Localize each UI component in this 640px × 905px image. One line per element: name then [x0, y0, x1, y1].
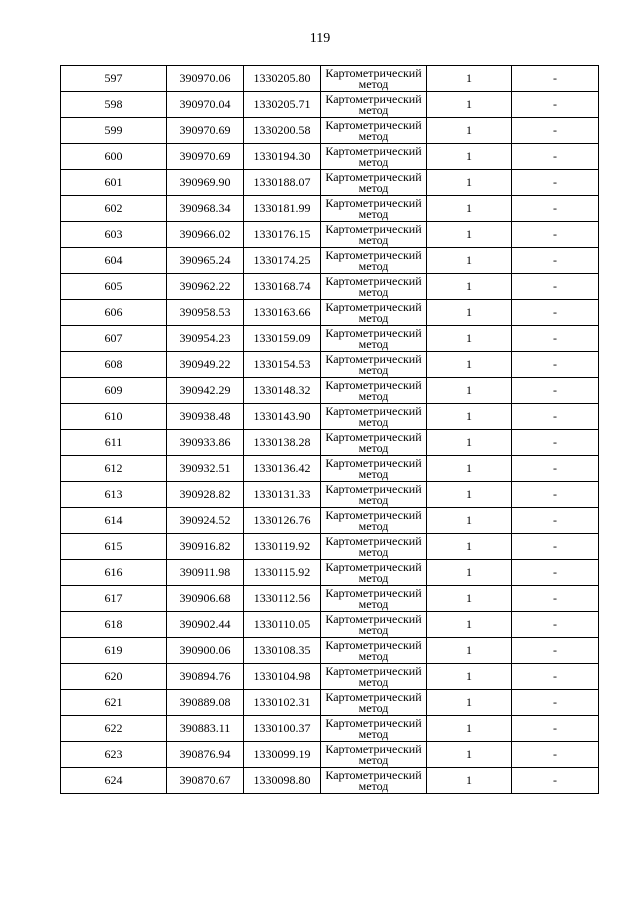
method-text: метод — [358, 544, 389, 559]
method-text: Картометрический — [325, 325, 422, 340]
table-row — [61, 742, 599, 768]
method-text: Картометрический — [325, 221, 422, 236]
y-coordinate-cell: 1330205.71 — [244, 92, 321, 118]
y-coordinate-cell: 1330148.32 — [244, 378, 321, 404]
table-row — [61, 326, 599, 352]
method-text: метод — [358, 154, 389, 169]
table-row — [61, 92, 599, 118]
method-text: метод — [358, 102, 389, 117]
method-text: Картометрический — [325, 741, 422, 756]
method-cell — [321, 716, 427, 742]
method-text: метод — [358, 466, 389, 481]
dash-cell: - — [512, 92, 599, 118]
method-cell — [321, 586, 427, 612]
y-coordinate-cell: 1330159.09 — [244, 326, 321, 352]
method-text: метод — [358, 206, 389, 221]
table-row — [61, 612, 599, 638]
table-row — [61, 170, 599, 196]
y-coordinate-cell: 1330138.28 — [244, 430, 321, 456]
point-number-cell: 604 — [61, 248, 167, 274]
point-number-cell: 615 — [61, 534, 167, 560]
point-number-cell: 603 — [61, 222, 167, 248]
method-cell — [321, 170, 427, 196]
method-text: Картометрический — [325, 767, 422, 782]
dash-cell: - — [512, 638, 599, 664]
point-number-cell: 620 — [61, 664, 167, 690]
x-coordinate-cell: 390889.08 — [167, 690, 244, 716]
page-number: 119 — [309, 31, 331, 46]
value-cell: 1 — [427, 638, 512, 664]
method-cell — [321, 196, 427, 222]
dash-cell: - — [512, 352, 599, 378]
y-coordinate-cell: 1330126.76 — [244, 508, 321, 534]
method-text: метод — [358, 128, 389, 143]
method-cell — [321, 326, 427, 352]
y-coordinate-cell: 1330154.53 — [244, 352, 321, 378]
y-coordinate-cell: 1330136.42 — [244, 456, 321, 482]
table-row — [61, 508, 599, 534]
point-number-cell: 599 — [61, 118, 167, 144]
method-text: Картометрический — [325, 273, 422, 288]
dash-cell: - — [512, 274, 599, 300]
dash-cell: - — [512, 612, 599, 638]
method-text: Картометрический — [325, 481, 422, 496]
method-text: метод — [358, 752, 389, 767]
table-row — [61, 430, 599, 456]
method-text: Картометрический — [325, 403, 422, 418]
value-cell: 1 — [427, 534, 512, 560]
method-cell — [321, 638, 427, 664]
method-text: Картометрический — [325, 429, 422, 444]
y-coordinate-cell: 1330174.25 — [244, 248, 321, 274]
y-coordinate-cell: 1330131.33 — [244, 482, 321, 508]
dash-cell: - — [512, 768, 599, 794]
value-cell: 1 — [427, 482, 512, 508]
x-coordinate-cell: 390924.52 — [167, 508, 244, 534]
table-row — [61, 378, 599, 404]
y-coordinate-cell: 1330200.58 — [244, 118, 321, 144]
dash-cell: - — [512, 534, 599, 560]
y-coordinate-cell: 1330110.05 — [244, 612, 321, 638]
dash-cell: - — [512, 196, 599, 222]
method-text: Картометрический — [325, 507, 422, 522]
method-text: метод — [358, 76, 389, 91]
method-text: метод — [358, 440, 389, 455]
method-text: метод — [358, 570, 389, 585]
method-text: метод — [358, 674, 389, 689]
table-row — [61, 248, 599, 274]
method-cell — [321, 534, 427, 560]
dash-cell: - — [512, 456, 599, 482]
method-text: метод — [358, 310, 389, 325]
value-cell: 1 — [427, 456, 512, 482]
value-cell: 1 — [427, 66, 512, 92]
x-coordinate-cell: 390870.67 — [167, 768, 244, 794]
x-coordinate-cell: 390938.48 — [167, 404, 244, 430]
method-cell — [321, 222, 427, 248]
point-number-cell: 598 — [61, 92, 167, 118]
method-text: Картометрический — [325, 143, 422, 158]
point-number-cell: 597 — [61, 66, 167, 92]
y-coordinate-cell: 1330108.35 — [244, 638, 321, 664]
method-text: метод — [358, 700, 389, 715]
x-coordinate-cell: 390916.82 — [167, 534, 244, 560]
point-number-cell: 602 — [61, 196, 167, 222]
point-number-cell: 608 — [61, 352, 167, 378]
dash-cell: - — [512, 144, 599, 170]
method-text: Картометрический — [325, 117, 422, 132]
value-cell: 1 — [427, 326, 512, 352]
value-cell: 1 — [427, 300, 512, 326]
value-cell: 1 — [427, 196, 512, 222]
x-coordinate-cell: 390932.51 — [167, 456, 244, 482]
table-row — [61, 144, 599, 170]
dash-cell: - — [512, 560, 599, 586]
value-cell: 1 — [427, 118, 512, 144]
dash-cell: - — [512, 716, 599, 742]
method-text: Картометрический — [325, 91, 422, 106]
table-row — [61, 300, 599, 326]
method-cell — [321, 378, 427, 404]
point-number-cell: 610 — [61, 404, 167, 430]
y-coordinate-cell: 1330205.80 — [244, 66, 321, 92]
dash-cell: - — [512, 430, 599, 456]
method-text: метод — [358, 362, 389, 377]
method-text: метод — [358, 284, 389, 299]
table-row — [61, 404, 599, 430]
method-cell — [321, 404, 427, 430]
dash-cell: - — [512, 482, 599, 508]
point-number-cell: 614 — [61, 508, 167, 534]
table-row — [61, 118, 599, 144]
method-cell — [321, 92, 427, 118]
value-cell: 1 — [427, 586, 512, 612]
method-text: Картометрический — [325, 455, 422, 470]
y-coordinate-cell: 1330181.99 — [244, 196, 321, 222]
method-cell — [321, 118, 427, 144]
point-number-cell: 621 — [61, 690, 167, 716]
value-cell: 1 — [427, 664, 512, 690]
table-row — [61, 196, 599, 222]
coordinates-table — [60, 65, 599, 794]
table-row — [61, 586, 599, 612]
x-coordinate-cell: 390969.90 — [167, 170, 244, 196]
method-text: метод — [358, 778, 389, 793]
y-coordinate-cell: 1330099.19 — [244, 742, 321, 768]
x-coordinate-cell: 390894.76 — [167, 664, 244, 690]
point-number-cell: 605 — [61, 274, 167, 300]
method-text: метод — [358, 622, 389, 637]
method-cell — [321, 300, 427, 326]
dash-cell: - — [512, 378, 599, 404]
x-coordinate-cell: 390958.53 — [167, 300, 244, 326]
method-text: метод — [358, 518, 389, 533]
method-text: Картометрический — [325, 377, 422, 392]
table-row — [61, 638, 599, 664]
method-text: метод — [358, 232, 389, 247]
method-text: Картометрический — [325, 351, 422, 366]
x-coordinate-cell: 390954.23 — [167, 326, 244, 352]
method-cell — [321, 430, 427, 456]
dash-cell: - — [512, 742, 599, 768]
y-coordinate-cell: 1330143.90 — [244, 404, 321, 430]
point-number-cell: 616 — [61, 560, 167, 586]
method-text: метод — [358, 492, 389, 507]
table-row — [61, 66, 599, 92]
value-cell: 1 — [427, 222, 512, 248]
y-coordinate-cell: 1330102.31 — [244, 690, 321, 716]
method-text: метод — [358, 596, 389, 611]
method-cell — [321, 560, 427, 586]
point-number-cell: 617 — [61, 586, 167, 612]
point-number-cell: 600 — [61, 144, 167, 170]
y-coordinate-cell: 1330119.92 — [244, 534, 321, 560]
x-coordinate-cell: 390966.02 — [167, 222, 244, 248]
x-coordinate-cell: 390876.94 — [167, 742, 244, 768]
y-coordinate-cell: 1330115.92 — [244, 560, 321, 586]
point-number-cell: 622 — [61, 716, 167, 742]
x-coordinate-cell: 390970.69 — [167, 118, 244, 144]
value-cell: 1 — [427, 508, 512, 534]
value-cell: 1 — [427, 716, 512, 742]
table-row — [61, 274, 599, 300]
method-text: Картометрический — [325, 299, 422, 314]
dash-cell: - — [512, 586, 599, 612]
value-cell: 1 — [427, 690, 512, 716]
value-cell: 1 — [427, 612, 512, 638]
value-cell: 1 — [427, 404, 512, 430]
x-coordinate-cell: 390962.22 — [167, 274, 244, 300]
method-cell — [321, 482, 427, 508]
dash-cell: - — [512, 170, 599, 196]
method-cell — [321, 664, 427, 690]
method-cell — [321, 248, 427, 274]
method-text: Картометрический — [325, 195, 422, 210]
dash-cell: - — [512, 300, 599, 326]
method-cell — [321, 456, 427, 482]
value-cell: 1 — [427, 378, 512, 404]
value-cell: 1 — [427, 248, 512, 274]
value-cell: 1 — [427, 560, 512, 586]
method-cell — [321, 508, 427, 534]
value-cell: 1 — [427, 92, 512, 118]
x-coordinate-cell: 390911.98 — [167, 560, 244, 586]
dash-cell: - — [512, 404, 599, 430]
value-cell: 1 — [427, 144, 512, 170]
method-text: метод — [358, 388, 389, 403]
table-body — [61, 66, 599, 794]
y-coordinate-cell: 1330104.98 — [244, 664, 321, 690]
method-text: Картометрический — [325, 65, 422, 80]
y-coordinate-cell: 1330176.15 — [244, 222, 321, 248]
method-text: Картометрический — [325, 611, 422, 626]
table-row — [61, 768, 599, 794]
method-cell — [321, 612, 427, 638]
dash-cell: - — [512, 690, 599, 716]
method-cell — [321, 144, 427, 170]
x-coordinate-cell: 390949.22 — [167, 352, 244, 378]
method-text: метод — [358, 258, 389, 273]
table-row — [61, 482, 599, 508]
table-row — [61, 690, 599, 716]
y-coordinate-cell: 1330188.07 — [244, 170, 321, 196]
x-coordinate-cell: 390968.34 — [167, 196, 244, 222]
method-cell — [321, 352, 427, 378]
table-row — [61, 716, 599, 742]
point-number-cell: 609 — [61, 378, 167, 404]
method-text: метод — [358, 336, 389, 351]
method-cell — [321, 742, 427, 768]
y-coordinate-cell: 1330163.66 — [244, 300, 321, 326]
dash-cell: - — [512, 66, 599, 92]
dash-cell: - — [512, 326, 599, 352]
value-cell: 1 — [427, 274, 512, 300]
table-row — [61, 456, 599, 482]
method-cell — [321, 274, 427, 300]
value-cell: 1 — [427, 768, 512, 794]
x-coordinate-cell: 390970.04 — [167, 92, 244, 118]
x-coordinate-cell: 390883.11 — [167, 716, 244, 742]
method-text: метод — [358, 648, 389, 663]
method-cell — [321, 768, 427, 794]
y-coordinate-cell: 1330194.30 — [244, 144, 321, 170]
method-text: метод — [358, 180, 389, 195]
value-cell: 1 — [427, 170, 512, 196]
dash-cell: - — [512, 508, 599, 534]
point-number-cell: 606 — [61, 300, 167, 326]
dash-cell: - — [512, 664, 599, 690]
dash-cell: - — [512, 248, 599, 274]
point-number-cell: 623 — [61, 742, 167, 768]
x-coordinate-cell: 390942.29 — [167, 378, 244, 404]
method-text: Картометрический — [325, 169, 422, 184]
method-text: Картометрический — [325, 637, 422, 652]
x-coordinate-cell: 390900.06 — [167, 638, 244, 664]
x-coordinate-cell: 390965.24 — [167, 248, 244, 274]
method-text: Картометрический — [325, 533, 422, 548]
dash-cell: - — [512, 118, 599, 144]
method-text: Картометрический — [325, 715, 422, 730]
x-coordinate-cell: 390928.82 — [167, 482, 244, 508]
x-coordinate-cell: 390933.86 — [167, 430, 244, 456]
x-coordinate-cell: 390906.68 — [167, 586, 244, 612]
point-number-cell: 613 — [61, 482, 167, 508]
point-number-cell: 618 — [61, 612, 167, 638]
method-text: Картометрический — [325, 559, 422, 574]
table-row — [61, 664, 599, 690]
y-coordinate-cell: 1330100.37 — [244, 716, 321, 742]
point-number-cell: 619 — [61, 638, 167, 664]
table-row — [61, 560, 599, 586]
y-coordinate-cell: 1330168.74 — [244, 274, 321, 300]
x-coordinate-cell: 390902.44 — [167, 612, 244, 638]
method-text: метод — [358, 726, 389, 741]
point-number-cell: 601 — [61, 170, 167, 196]
x-coordinate-cell: 390970.69 — [167, 144, 244, 170]
point-number-cell: 612 — [61, 456, 167, 482]
y-coordinate-cell: 1330112.56 — [244, 586, 321, 612]
method-text: Картометрический — [325, 663, 422, 678]
method-text: Картометрический — [325, 247, 422, 262]
point-number-cell: 624 — [61, 768, 167, 794]
table-row — [61, 352, 599, 378]
method-text: Картометрический — [325, 689, 422, 704]
value-cell: 1 — [427, 742, 512, 768]
x-coordinate-cell: 390970.06 — [167, 66, 244, 92]
dash-cell: - — [512, 222, 599, 248]
method-cell — [321, 690, 427, 716]
point-number-cell: 607 — [61, 326, 167, 352]
value-cell: 1 — [427, 352, 512, 378]
method-cell — [321, 66, 427, 92]
value-cell: 1 — [427, 430, 512, 456]
method-text: метод — [358, 414, 389, 429]
method-text: Картометрический — [325, 585, 422, 600]
table-row — [61, 534, 599, 560]
y-coordinate-cell: 1330098.80 — [244, 768, 321, 794]
point-number-cell: 611 — [61, 430, 167, 456]
table-row — [61, 222, 599, 248]
